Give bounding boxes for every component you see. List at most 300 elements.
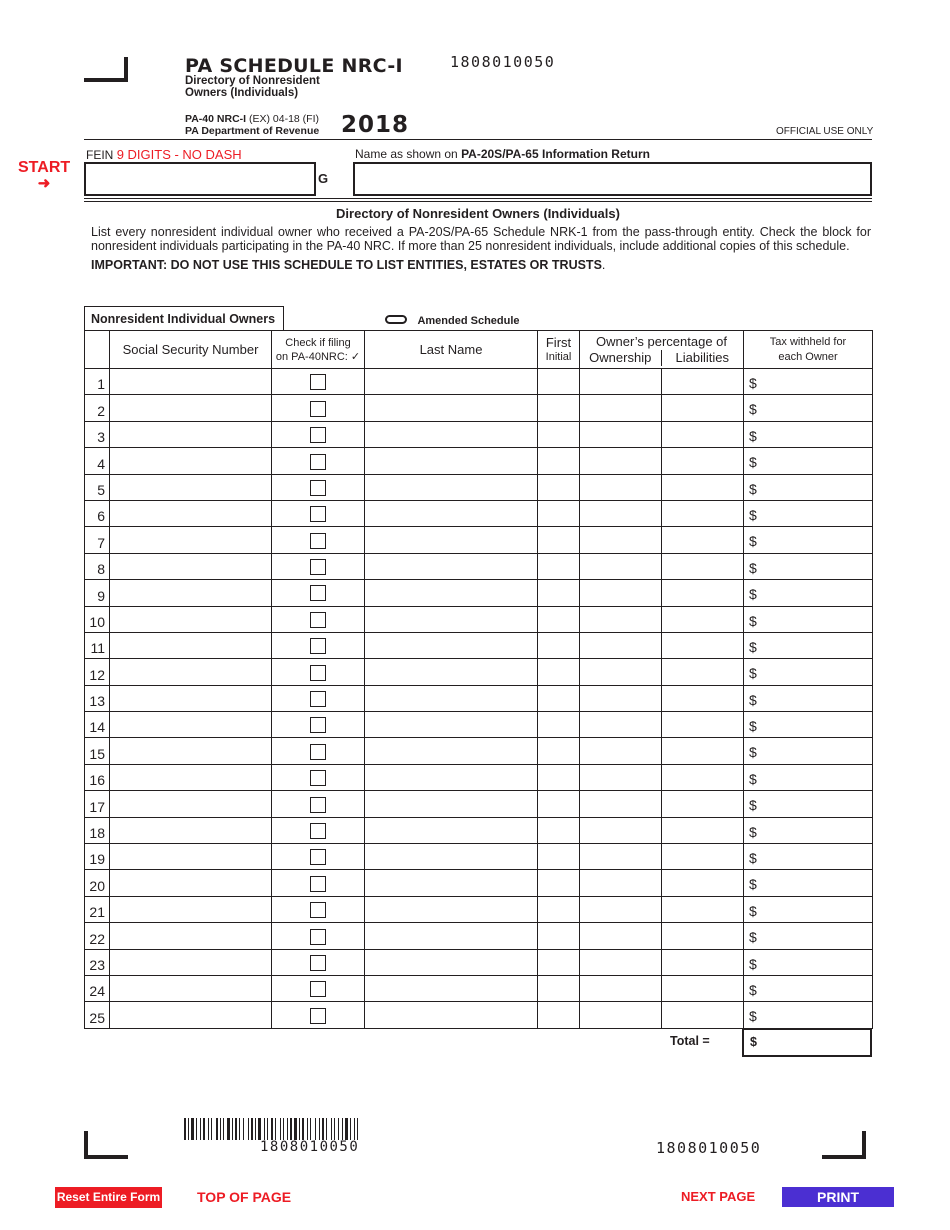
liabilities-pct-input[interactable] bbox=[662, 975, 744, 1001]
owner-row bbox=[85, 1002, 873, 1028]
tax-withheld-input[interactable] bbox=[744, 685, 873, 711]
last-name-input[interactable] bbox=[365, 421, 538, 447]
last-name-input[interactable] bbox=[365, 500, 538, 526]
section-label: Nonresident Individual Owners bbox=[91, 312, 276, 326]
tax-withheld-input[interactable] bbox=[744, 448, 873, 474]
liabilities-pct-input[interactable] bbox=[662, 764, 744, 790]
liabilities-pct-input[interactable] bbox=[662, 659, 744, 685]
nrc-checkbox[interactable] bbox=[310, 849, 326, 865]
barcode-bar bbox=[208, 1118, 209, 1140]
owner-row bbox=[85, 448, 873, 474]
nrc-checkbox[interactable] bbox=[310, 401, 326, 417]
last-name-input[interactable] bbox=[365, 791, 538, 817]
ownership-pct-input[interactable] bbox=[580, 844, 662, 870]
official-use-label: OFFICIAL USE ONLY bbox=[776, 126, 874, 137]
barcode-bar bbox=[232, 1118, 233, 1140]
ownership-pct-input[interactable] bbox=[580, 606, 662, 632]
percentage-header bbox=[580, 331, 744, 369]
liabilities-pct-input[interactable] bbox=[662, 817, 744, 843]
tax-withheld-input[interactable] bbox=[744, 421, 873, 447]
first-initial-input[interactable] bbox=[538, 527, 580, 553]
tax-withheld-header-line1: Tax withheld for bbox=[769, 335, 847, 348]
first-initial-header-line1: First bbox=[545, 334, 572, 350]
first-initial-input[interactable] bbox=[538, 738, 580, 764]
barcode-bar bbox=[258, 1118, 261, 1140]
owner-row bbox=[85, 685, 873, 711]
tax-withheld-input[interactable] bbox=[744, 791, 873, 817]
check-header bbox=[272, 331, 365, 369]
barcode-bar bbox=[211, 1118, 212, 1140]
nrc-checkbox[interactable] bbox=[310, 876, 326, 892]
row-currency: $ bbox=[749, 797, 757, 814]
nrc-check-cell bbox=[272, 1002, 365, 1028]
row-currency: $ bbox=[749, 691, 757, 708]
nrc-check-cell bbox=[272, 448, 365, 474]
barcode-bar bbox=[299, 1118, 300, 1140]
row-number: 17 bbox=[85, 791, 110, 817]
barcode-bar bbox=[357, 1118, 358, 1140]
last-name-input[interactable] bbox=[365, 606, 538, 632]
nrc-checkbox[interactable] bbox=[310, 585, 326, 601]
ssn-input[interactable] bbox=[110, 448, 272, 474]
first-initial-input[interactable] bbox=[538, 500, 580, 526]
first-initial-input[interactable] bbox=[538, 632, 580, 658]
ownership-pct-input[interactable] bbox=[580, 1002, 662, 1028]
owner-row bbox=[85, 553, 873, 579]
barcode-bar bbox=[191, 1118, 194, 1140]
nrc-checkbox[interactable] bbox=[310, 981, 326, 997]
ssn-input[interactable] bbox=[110, 791, 272, 817]
ownership-pct-input[interactable] bbox=[580, 738, 662, 764]
fein-suffix: G bbox=[318, 171, 329, 186]
nrc-check-cell bbox=[272, 712, 365, 738]
row-currency: $ bbox=[749, 981, 757, 998]
row-number: 25 bbox=[85, 1002, 110, 1028]
nrc-checkbox[interactable] bbox=[310, 559, 326, 575]
liabilities-pct-input[interactable] bbox=[662, 606, 744, 632]
ssn-input[interactable] bbox=[110, 500, 272, 526]
form-subtitle bbox=[185, 75, 320, 99]
nrc-checkbox[interactable] bbox=[310, 454, 326, 470]
first-initial-input[interactable] bbox=[538, 659, 580, 685]
liabilities-pct-input[interactable] bbox=[662, 527, 744, 553]
liabilities-pct-input[interactable] bbox=[662, 369, 744, 395]
fein-label-row bbox=[86, 147, 242, 162]
owner-rows bbox=[85, 369, 873, 1029]
ssn-input[interactable] bbox=[110, 1002, 272, 1028]
nrc-checkbox[interactable] bbox=[310, 427, 326, 443]
barcode-bar bbox=[280, 1118, 281, 1140]
owner-row bbox=[85, 395, 873, 421]
last-name-input[interactable] bbox=[365, 632, 538, 658]
ssn-input[interactable] bbox=[110, 975, 272, 1001]
ownership-pct-input[interactable] bbox=[580, 474, 662, 500]
last-name-input[interactable] bbox=[365, 817, 538, 843]
barcode-bar bbox=[322, 1118, 324, 1140]
nrc-checkbox[interactable] bbox=[310, 506, 326, 522]
row-currency: $ bbox=[749, 850, 757, 867]
tax-withheld-input[interactable] bbox=[744, 975, 873, 1001]
liabilities-pct-input[interactable] bbox=[662, 553, 744, 579]
ownership-pct-input[interactable] bbox=[580, 448, 662, 474]
last-name-input[interactable] bbox=[365, 448, 538, 474]
barcode-bar bbox=[271, 1118, 273, 1140]
nrc-checkbox[interactable] bbox=[310, 770, 326, 786]
form-title: PA SCHEDULE NRC-I bbox=[185, 55, 403, 77]
first-initial-input[interactable] bbox=[538, 712, 580, 738]
barcode bbox=[184, 1118, 448, 1140]
barcode-bar bbox=[267, 1118, 268, 1140]
last-name-input[interactable] bbox=[365, 738, 538, 764]
nrc-checkbox[interactable] bbox=[310, 638, 326, 654]
section-double-rule bbox=[84, 198, 872, 202]
ssn-input[interactable] bbox=[110, 738, 272, 764]
last-name-input[interactable] bbox=[365, 764, 538, 790]
ssn-input[interactable] bbox=[110, 870, 272, 896]
ssn-input[interactable] bbox=[110, 553, 272, 579]
row-currency: $ bbox=[749, 506, 757, 523]
tax-withheld-header-line2: each Owner bbox=[778, 350, 838, 363]
last-name-input[interactable] bbox=[365, 580, 538, 606]
owner-row bbox=[85, 738, 873, 764]
row-number: 23 bbox=[85, 949, 110, 975]
liabilities-pct-input[interactable] bbox=[662, 632, 744, 658]
last-name-input[interactable] bbox=[365, 870, 538, 896]
last-name-input[interactable] bbox=[365, 527, 538, 553]
liabilities-pct-input[interactable] bbox=[662, 844, 744, 870]
row-currency: $ bbox=[749, 929, 757, 946]
barcode-number: 1808010050 bbox=[260, 1139, 360, 1155]
first-initial-input[interactable] bbox=[538, 870, 580, 896]
nrc-checkbox[interactable] bbox=[310, 1008, 326, 1024]
row-number: 1 bbox=[85, 369, 110, 395]
liabilities-pct-input[interactable] bbox=[662, 500, 744, 526]
ssn-input[interactable] bbox=[110, 580, 272, 606]
amended-oval-icon[interactable] bbox=[385, 315, 407, 324]
barcode-bar bbox=[223, 1118, 224, 1140]
liabilities-pct-input[interactable] bbox=[662, 712, 744, 738]
nrc-checkbox[interactable] bbox=[310, 823, 326, 839]
ownership-pct-input[interactable] bbox=[580, 553, 662, 579]
ssn-input[interactable] bbox=[110, 685, 272, 711]
tax-withheld-input[interactable] bbox=[744, 606, 873, 632]
ownership-pct-input[interactable] bbox=[580, 685, 662, 711]
barcode-bar bbox=[283, 1118, 284, 1140]
last-name-input[interactable] bbox=[365, 369, 538, 395]
first-initial-input[interactable] bbox=[538, 685, 580, 711]
ownership-pct-input[interactable] bbox=[580, 632, 662, 658]
nrc-checkbox[interactable] bbox=[310, 480, 326, 496]
liabilities-pct-input[interactable] bbox=[662, 738, 744, 764]
nrc-checkbox[interactable] bbox=[310, 374, 326, 390]
barcode-bar bbox=[310, 1118, 311, 1140]
barcode-bar bbox=[239, 1118, 240, 1140]
liabilities-pct-input[interactable] bbox=[662, 870, 744, 896]
last-name-input[interactable] bbox=[365, 474, 538, 500]
first-initial-input[interactable] bbox=[538, 580, 580, 606]
tax-withheld-input[interactable] bbox=[744, 553, 873, 579]
row-currency: $ bbox=[749, 770, 757, 787]
ssn-input[interactable] bbox=[110, 712, 272, 738]
tax-withheld-input[interactable] bbox=[744, 764, 873, 790]
nrc-checkbox[interactable] bbox=[310, 929, 326, 945]
ownership-pct-input[interactable] bbox=[580, 500, 662, 526]
ssn-input[interactable] bbox=[110, 764, 272, 790]
barcode-bar bbox=[326, 1118, 327, 1140]
first-initial-input[interactable] bbox=[538, 817, 580, 843]
nrc-checkbox[interactable] bbox=[310, 533, 326, 549]
first-initial-input[interactable] bbox=[538, 949, 580, 975]
ownership-pct-input[interactable] bbox=[580, 870, 662, 896]
nrc-check-cell bbox=[272, 659, 365, 685]
ownership-pct-input[interactable] bbox=[580, 421, 662, 447]
row-currency: $ bbox=[749, 718, 757, 735]
row-number: 22 bbox=[85, 923, 110, 949]
last-name-input[interactable] bbox=[365, 1002, 538, 1028]
name-label-prefix: Name as shown on bbox=[355, 147, 462, 161]
tax-withheld-input[interactable] bbox=[744, 580, 873, 606]
ownership-pct-input[interactable] bbox=[580, 923, 662, 949]
row-currency: $ bbox=[749, 612, 757, 629]
ownership-pct-input[interactable] bbox=[580, 791, 662, 817]
ownership-pct-input[interactable] bbox=[580, 527, 662, 553]
registration-mark-bottom-left bbox=[84, 1131, 128, 1159]
liabilities-pct-input[interactable] bbox=[662, 896, 744, 922]
last-name-input[interactable] bbox=[365, 712, 538, 738]
row-number: 15 bbox=[85, 738, 110, 764]
row-currency: $ bbox=[749, 559, 757, 576]
row-number: 9 bbox=[85, 580, 110, 606]
tax-withheld-input[interactable] bbox=[744, 632, 873, 658]
row-currency: $ bbox=[749, 665, 757, 682]
first-initial-input[interactable] bbox=[538, 923, 580, 949]
nrc-check-cell bbox=[272, 369, 365, 395]
barcode-bar bbox=[315, 1118, 316, 1140]
registration-mark-bottom-right bbox=[822, 1131, 866, 1159]
total-label: Total = bbox=[670, 1034, 710, 1048]
top-of-page-link[interactable]: TOP OF PAGE bbox=[197, 1189, 292, 1205]
ssn-input[interactable] bbox=[110, 395, 272, 421]
ownership-pct-input[interactable] bbox=[580, 395, 662, 421]
last-name-input[interactable] bbox=[365, 395, 538, 421]
row-currency: $ bbox=[749, 586, 757, 603]
liabilities-header: Liabilities bbox=[675, 349, 729, 365]
start-arrow-icon: ➜ bbox=[37, 175, 51, 192]
nrc-check-cell bbox=[272, 738, 365, 764]
first-initial-input[interactable] bbox=[538, 606, 580, 632]
ownership-pct-input[interactable] bbox=[580, 817, 662, 843]
row-currency: $ bbox=[749, 823, 757, 840]
nrc-check-cell bbox=[272, 553, 365, 579]
ssn-input[interactable] bbox=[110, 369, 272, 395]
ssn-input[interactable] bbox=[110, 923, 272, 949]
ssn-input[interactable] bbox=[110, 949, 272, 975]
amended-schedule-toggle[interactable] bbox=[385, 311, 520, 329]
tax-withheld-input[interactable] bbox=[744, 1002, 873, 1028]
first-initial-input[interactable] bbox=[538, 553, 580, 579]
tax-withheld-input[interactable] bbox=[744, 923, 873, 949]
tax-withheld-input[interactable] bbox=[744, 738, 873, 764]
row-number: 11 bbox=[85, 632, 110, 658]
tax-withheld-input[interactable] bbox=[744, 712, 873, 738]
barcode-bar bbox=[188, 1118, 189, 1140]
ssn-input[interactable] bbox=[110, 632, 272, 658]
tax-withheld-input[interactable] bbox=[744, 474, 873, 500]
liabilities-pct-input[interactable] bbox=[662, 1002, 744, 1028]
document-number-bottom: 1808010050 bbox=[656, 1139, 762, 1157]
first-initial-input[interactable] bbox=[538, 395, 580, 421]
first-initial-input[interactable] bbox=[538, 369, 580, 395]
owner-row bbox=[85, 474, 873, 500]
first-initial-input[interactable] bbox=[538, 1002, 580, 1028]
ownership-pct-input[interactable] bbox=[580, 975, 662, 1001]
owner-row bbox=[85, 844, 873, 870]
nrc-checkbox[interactable] bbox=[310, 902, 326, 918]
tax-withheld-input[interactable] bbox=[744, 500, 873, 526]
row-number: 24 bbox=[85, 975, 110, 1001]
liabilities-pct-input[interactable] bbox=[662, 949, 744, 975]
last-name-input[interactable] bbox=[365, 553, 538, 579]
tax-withheld-input[interactable] bbox=[744, 817, 873, 843]
nrc-check-cell bbox=[272, 421, 365, 447]
reset-form-button[interactable]: Reset Entire Form bbox=[55, 1187, 162, 1208]
tax-withheld-input[interactable] bbox=[744, 369, 873, 395]
row-currency: $ bbox=[749, 454, 757, 471]
tax-withheld-input[interactable] bbox=[744, 659, 873, 685]
nrc-checkbox[interactable] bbox=[310, 691, 326, 707]
liabilities-pct-input[interactable] bbox=[662, 923, 744, 949]
liabilities-pct-input[interactable] bbox=[662, 580, 744, 606]
ownership-pct-input[interactable] bbox=[580, 712, 662, 738]
liabilities-pct-input[interactable] bbox=[662, 421, 744, 447]
barcode-bar bbox=[342, 1118, 343, 1140]
ownership-pct-input[interactable] bbox=[580, 949, 662, 975]
ownership-pct-input[interactable] bbox=[580, 580, 662, 606]
first-initial-input[interactable] bbox=[538, 896, 580, 922]
entity-name-input[interactable] bbox=[353, 162, 872, 196]
first-initial-input[interactable] bbox=[538, 474, 580, 500]
row-number: 16 bbox=[85, 764, 110, 790]
first-initial-input[interactable] bbox=[538, 421, 580, 447]
last-name-input[interactable] bbox=[365, 685, 538, 711]
last-name-input[interactable] bbox=[365, 975, 538, 1001]
ownership-pct-input[interactable] bbox=[580, 764, 662, 790]
first-initial-input[interactable] bbox=[538, 791, 580, 817]
last-name-input[interactable] bbox=[365, 896, 538, 922]
nrc-check-cell bbox=[272, 764, 365, 790]
barcode-bar bbox=[354, 1118, 355, 1140]
liabilities-pct-input[interactable] bbox=[662, 395, 744, 421]
row-number: 2 bbox=[85, 395, 110, 421]
tax-withheld-input[interactable] bbox=[744, 949, 873, 975]
barcode-bar bbox=[200, 1118, 201, 1140]
owner-row bbox=[85, 659, 873, 685]
instructions-important bbox=[91, 258, 605, 272]
ssn-input[interactable] bbox=[110, 844, 272, 870]
first-initial-header-line2: Initial bbox=[545, 350, 572, 363]
last-name-input[interactable] bbox=[365, 923, 538, 949]
liabilities-pct-input[interactable] bbox=[662, 791, 744, 817]
nrc-checkbox[interactable] bbox=[310, 955, 326, 971]
nrc-checkbox[interactable] bbox=[310, 717, 326, 733]
barcode-bar bbox=[220, 1118, 221, 1140]
nrc-checkbox[interactable] bbox=[310, 612, 326, 628]
nrc-checkbox[interactable] bbox=[310, 797, 326, 813]
nrc-checkbox[interactable] bbox=[310, 744, 326, 760]
barcode-bar bbox=[350, 1118, 351, 1140]
owner-row bbox=[85, 580, 873, 606]
ssn-input[interactable] bbox=[110, 896, 272, 922]
liabilities-pct-input[interactable] bbox=[662, 448, 744, 474]
next-page-link[interactable]: NEXT PAGE bbox=[681, 1189, 756, 1204]
nrc-check-cell bbox=[272, 632, 365, 658]
registration-mark-top-left bbox=[84, 57, 128, 82]
row-currency: $ bbox=[749, 744, 757, 761]
ssn-input[interactable] bbox=[110, 474, 272, 500]
form-id: PA-40 NRC-I bbox=[185, 113, 247, 125]
owner-row bbox=[85, 369, 873, 395]
nrc-check-cell bbox=[272, 500, 365, 526]
print-button[interactable]: PRINT bbox=[782, 1187, 894, 1207]
first-initial-input[interactable] bbox=[538, 764, 580, 790]
last-name-input[interactable] bbox=[365, 659, 538, 685]
tax-withheld-input[interactable] bbox=[744, 896, 873, 922]
row-currency: $ bbox=[749, 427, 757, 444]
last-name-input[interactable] bbox=[365, 844, 538, 870]
liabilities-pct-input[interactable] bbox=[662, 474, 744, 500]
ssn-input[interactable] bbox=[110, 527, 272, 553]
row-number: 21 bbox=[85, 896, 110, 922]
nrc-checkbox[interactable] bbox=[310, 665, 326, 681]
last-name-input[interactable] bbox=[365, 949, 538, 975]
ownership-pct-input[interactable] bbox=[580, 659, 662, 685]
tax-withheld-header bbox=[744, 331, 873, 369]
nrc-check-cell bbox=[272, 844, 365, 870]
ownership-pct-input[interactable] bbox=[580, 369, 662, 395]
barcode-bar bbox=[294, 1118, 297, 1140]
row-number-header bbox=[85, 331, 110, 369]
last-name-header-label: Last Name bbox=[419, 341, 483, 357]
fein-input[interactable] bbox=[84, 162, 316, 196]
tax-withheld-input[interactable] bbox=[744, 844, 873, 870]
owner-row bbox=[85, 975, 873, 1001]
first-initial-input[interactable] bbox=[538, 844, 580, 870]
ssn-input[interactable] bbox=[110, 659, 272, 685]
barcode-bar bbox=[338, 1118, 339, 1140]
ssn-input[interactable] bbox=[110, 606, 272, 632]
barcode-bar bbox=[287, 1118, 288, 1140]
row-number: 19 bbox=[85, 844, 110, 870]
ssn-input[interactable] bbox=[110, 421, 272, 447]
tax-withheld-input[interactable] bbox=[744, 870, 873, 896]
first-initial-input[interactable] bbox=[538, 975, 580, 1001]
instructions-body: List every nonresident individual owner who received a PA-20S/PA-65 Schedule NRK-1 from the pass-through entity. Check the block for nonresident individuals participating in the PA-40 NRC. If more than 25 nonresident individuals, include additional copies of this schedule. bbox=[91, 225, 871, 253]
nrc-check-cell bbox=[272, 580, 365, 606]
row-number: 14 bbox=[85, 712, 110, 738]
tax-withheld-input[interactable] bbox=[744, 395, 873, 421]
ssn-input[interactable] bbox=[110, 817, 272, 843]
row-currency: $ bbox=[749, 480, 757, 497]
nrc-check-cell bbox=[272, 685, 365, 711]
nrc-check-cell bbox=[272, 791, 365, 817]
important-period: . bbox=[601, 258, 606, 272]
ownership-pct-input[interactable] bbox=[580, 896, 662, 922]
liabilities-pct-input[interactable] bbox=[662, 685, 744, 711]
first-initial-input[interactable] bbox=[538, 448, 580, 474]
tax-withheld-input[interactable] bbox=[744, 527, 873, 553]
total-input[interactable] bbox=[742, 1028, 872, 1057]
name-label bbox=[355, 147, 650, 161]
